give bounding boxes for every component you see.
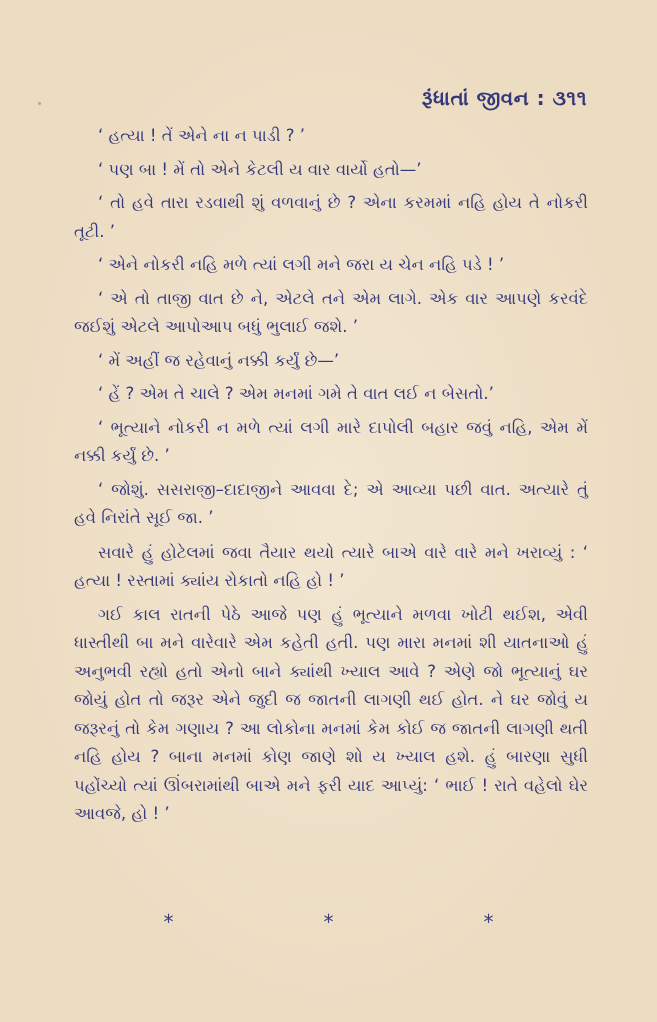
running-header: રૂંધાતાં જીવન : ૩૧૧ <box>421 86 587 110</box>
separator-star: * <box>483 910 494 934</box>
paragraph: ગઈ કાલ રાતની પેઠે આજે પણ હું ભૂત્યાને મળવા ખોટી થઈશ, એવી ધાસ્તીથી બા મને વારેવારે એમ કહેતી હતી. પણ મારા મનમાં શી યાતનાઓ હું અનુભવી રહ્યો હતો એનો બાને ક્યાંથી ખ્યાલ આવે ? એણે જો ભૂત્યાનું ઘર જોયું હોત તો જરૂર એને જુદી જ જાતની લાગણી થઈ હોત. ને ઘર જોવું ય જરૂરનું તો કેમ ગણાય ? આ લોકોના મનમાં કેમ કોઈ જ જાતની લાગણી થતી નહિ હોય ? બાના મનમાં કોણ જાણે શો ય ખ્યાલ હશે. હું બારણા સુધી પહોંચ્યો ત્યાં ઊંબરામાંથી બાએ મને ફરી યાદ આપ્યું: ‘ ભાઈ ! રાતે વહેલો ઘેર આવજે, હો ! ’ <box>74 604 588 823</box>
paragraph: ‘ એ તો તાજી વાત છે ને, એટલે તને એમ લાગે. એક વાર આપણે કરવંદે જઈશું એટલે આપોઆપ બધું ભુલાઈ જશે. ’ <box>74 288 588 336</box>
paragraph: ‘ જોશું. સસરાજી–દાદાજીને આવવા દે; એ આવ્યા પછી વાત. અત્યારે તું હવે નિરાંતે સૂઈ જા. ’ <box>74 479 588 527</box>
paragraph: ‘ પણ બા ! મેં તો એને કેટલી ય વાર વાર્યો હતો—’ <box>98 159 422 179</box>
separator-star: * <box>163 910 174 934</box>
section-separator <box>0 910 657 934</box>
paragraph: ‘ હેં ? એમ તે ચાલે ? એમ મનમાં ગમે તે વાત લઈ ન બેસતો.’ <box>98 384 494 403</box>
paragraph: સવારે હું હોટેલમાં જવા તૈયાર થયો ત્યારે બાએ વારે વારે મને ખરાવ્યું : ‘ હત્યા ! રસ્તામાં ક્યાંય રોકાતો નહિ હો ! ’ <box>74 542 588 590</box>
paragraph: ‘ તો હવે તારા રડવાથી શું વળવાનું છે ? એના કરમમાં નહિ હોય તે નોકરી તૂટી. ’ <box>74 193 588 241</box>
separator-star: * <box>323 910 334 934</box>
paragraph: ‘ મેં અહીં જ રહેવાનું નક્કી કર્યું છે—’ <box>98 350 340 370</box>
paragraph: ‘ એને નોકરી નહિ મળે ત્યાં લગી મને જરા ય ચેન નહિ પડે ! ’ <box>98 255 505 274</box>
body-text <box>74 122 588 834</box>
paper-speck <box>38 102 41 105</box>
paragraph: ‘ હત્યા ! તેં એને ના ન પાડી ? ’ <box>98 126 306 145</box>
paragraph: ‘ ભૂત્યાને નોકરી ન મળે ત્યાં લગી મારે દાપોલી બહાર જવું નહિ, એમ મેં નક્કી કર્યું છે. ’ <box>74 417 588 465</box>
